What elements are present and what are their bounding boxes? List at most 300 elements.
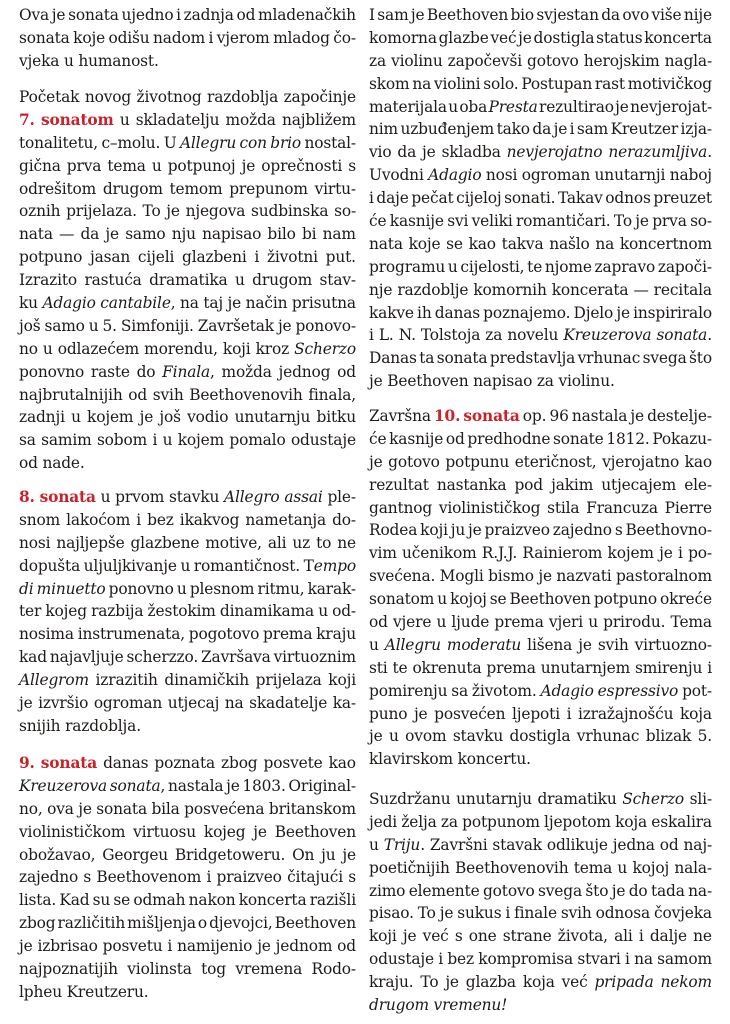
- text-line: [19, 109, 356, 132]
- text-run: s: [348, 156, 356, 175]
- text-run: nala-: [674, 858, 712, 877]
- word: [217, 27, 270, 50]
- text-run: i: [208, 28, 214, 47]
- text-run: djevojci,: [209, 914, 273, 933]
- text-line: [19, 623, 356, 646]
- word: [440, 902, 454, 925]
- word: [482, 542, 517, 565]
- text-run: nje: [369, 280, 393, 299]
- word: [175, 844, 285, 867]
- text-run: zajedno: [19, 868, 79, 887]
- text-run: inspiriralo: [633, 303, 712, 322]
- text-run: započinje: [283, 88, 356, 106]
- text-run: koncertnom: [619, 234, 712, 253]
- text-run: od: [236, 6, 256, 24]
- text-line: [19, 844, 356, 867]
- word: [688, 880, 712, 903]
- word: [258, 4, 356, 27]
- word: [516, 210, 611, 233]
- text-run: nam: [322, 225, 356, 244]
- text-run: snijih: [19, 716, 61, 735]
- text-run: c–molu.: [101, 133, 161, 152]
- text-run: elemente: [408, 881, 480, 900]
- text-run: 1812.: [606, 429, 650, 448]
- word: [439, 497, 541, 520]
- text-run: Beethoven: [274, 822, 356, 841]
- text-run: novog: [84, 88, 132, 106]
- word: [635, 657, 702, 680]
- word: [78, 798, 92, 821]
- text-line: [19, 292, 356, 315]
- word: [633, 279, 648, 302]
- word: [539, 96, 614, 119]
- text-run: s: [454, 927, 463, 946]
- text-run: koji: [420, 521, 448, 540]
- text-run: bez: [147, 510, 174, 529]
- text-run: unutarnji: [594, 166, 666, 185]
- text-run: nadom: [153, 28, 206, 47]
- word: [19, 912, 55, 935]
- word: [399, 324, 416, 347]
- word: [206, 866, 211, 889]
- text-run: prisutna: [291, 294, 356, 313]
- text-run: njegova: [185, 202, 246, 221]
- word: [369, 73, 409, 96]
- word: [201, 958, 226, 981]
- word: [308, 384, 356, 407]
- italic-term: Allegrom: [19, 671, 89, 690]
- text-run: Završava: [201, 648, 271, 667]
- text-run: sonati.: [504, 189, 556, 208]
- text-line: [19, 429, 356, 452]
- text-run: bila: [151, 799, 180, 818]
- text-run: napisao: [202, 225, 262, 244]
- text-line: [19, 646, 356, 669]
- word: [502, 233, 544, 256]
- text-run: temom: [169, 179, 223, 198]
- word: [544, 811, 611, 834]
- text-line: [19, 600, 356, 623]
- word: [19, 361, 84, 384]
- text-run: kad: [19, 648, 47, 667]
- word: [488, 565, 534, 588]
- text-line: [369, 256, 712, 279]
- word: [257, 935, 271, 958]
- text-line: [369, 657, 712, 680]
- word: [615, 811, 647, 834]
- text-run: kao: [468, 234, 496, 253]
- text-run: karak-: [307, 579, 356, 598]
- word: [574, 857, 612, 880]
- word: [19, 798, 43, 821]
- text-run: ju: [450, 521, 466, 540]
- word: [439, 27, 489, 50]
- word: [447, 210, 468, 233]
- sonata-highlight: 9.: [19, 754, 35, 772]
- text-run: samom: [657, 950, 712, 969]
- word: [551, 474, 593, 497]
- text-run: one: [468, 927, 497, 946]
- text-run: praizveo: [216, 868, 282, 887]
- text-line: [369, 302, 712, 325]
- text-run: za: [485, 326, 503, 345]
- text-run: plesnom: [189, 579, 255, 598]
- word: [369, 703, 407, 726]
- left-paragraph-2: [19, 86, 356, 475]
- text-run: no,: [19, 799, 43, 818]
- text-run: veliki: [471, 212, 513, 231]
- word: [483, 302, 570, 325]
- word: [113, 889, 130, 912]
- text-run: nade.: [42, 454, 85, 473]
- word: [397, 279, 468, 302]
- text-run: Rainierom: [522, 544, 603, 563]
- word: [369, 588, 434, 611]
- text-run: na-: [688, 881, 712, 900]
- text-run: bio: [510, 6, 535, 24]
- text-run: zimo: [369, 881, 406, 900]
- text-run: je: [659, 544, 673, 563]
- text-run: prepunom: [229, 179, 308, 198]
- text-run: Rodea: [369, 521, 418, 540]
- word: [601, 4, 620, 27]
- text-run: rastuća: [84, 271, 142, 290]
- word: [180, 555, 190, 578]
- text-line: [19, 27, 356, 50]
- text-run: dramatiku: [537, 790, 617, 808]
- text-run: na: [180, 294, 199, 313]
- word: [369, 680, 447, 703]
- text-run: skadatelje: [249, 694, 328, 713]
- word: [411, 187, 453, 210]
- word: [442, 141, 501, 164]
- word: [518, 27, 532, 50]
- text-run: preuzet: [653, 189, 712, 208]
- word: [19, 452, 38, 475]
- word: [312, 958, 356, 981]
- text-run: i: [638, 927, 644, 946]
- word: [342, 844, 356, 867]
- word: [68, 4, 119, 27]
- word: [103, 935, 163, 958]
- text-run: odustaje: [290, 431, 356, 450]
- word: [19, 646, 47, 669]
- text-line: [369, 164, 712, 187]
- text-run: dramatika: [149, 271, 228, 290]
- word: [510, 4, 534, 27]
- text-run: na: [595, 234, 615, 253]
- word: [267, 246, 318, 269]
- word: [256, 338, 289, 361]
- word: [315, 178, 356, 201]
- text-run: izrazitih: [95, 671, 158, 690]
- text-line: [369, 474, 712, 497]
- text-run: i: [569, 120, 575, 139]
- text-run: potpunoj: [167, 156, 236, 175]
- right-paragraph-3: [369, 788, 712, 1017]
- text-run: jedi: [369, 812, 398, 831]
- word: [159, 406, 181, 429]
- word: [596, 27, 642, 50]
- word: [19, 132, 98, 155]
- text-run: violinsta: [127, 960, 192, 979]
- text-run: samim: [41, 431, 92, 450]
- italic-term: cantabile: [100, 294, 171, 313]
- word: [126, 646, 198, 669]
- word: [42, 292, 95, 315]
- word: [379, 324, 394, 347]
- word: [572, 405, 627, 428]
- word: [275, 912, 356, 935]
- word: [369, 748, 453, 771]
- text-run: u: [369, 635, 379, 654]
- word: [388, 451, 440, 474]
- text-line: [369, 703, 712, 726]
- text-run: romantičari.: [515, 212, 611, 231]
- text-run: našlo: [549, 234, 590, 253]
- text-run: kojoj: [450, 590, 487, 609]
- text-run: od: [659, 835, 679, 854]
- word: [617, 857, 627, 880]
- word: [684, 474, 712, 497]
- text-run: ih: [417, 303, 432, 322]
- word: [522, 164, 590, 187]
- text-run: je: [402, 927, 417, 946]
- sonata-highlight: sonata: [463, 407, 520, 425]
- word: [217, 866, 282, 889]
- word: [466, 971, 516, 994]
- word: [435, 302, 480, 325]
- word: [448, 256, 458, 279]
- text-run: svega: [642, 349, 687, 368]
- word: [108, 27, 149, 50]
- text-run: od: [337, 937, 356, 956]
- text-run: i: [678, 544, 683, 563]
- word: [503, 925, 552, 948]
- word: [485, 324, 502, 347]
- text-run: bi: [301, 225, 317, 244]
- text-run: Beethoven: [426, 6, 509, 24]
- text-run: sli-: [689, 790, 712, 808]
- word: [115, 486, 164, 509]
- text-run: kojeg: [45, 602, 87, 621]
- text-run: ali: [614, 927, 633, 946]
- italic-term: assai: [284, 488, 323, 506]
- text-run: je: [439, 904, 454, 923]
- text-run: je: [630, 407, 644, 425]
- word: [19, 223, 53, 246]
- word: [547, 834, 608, 857]
- text-run: puno: [369, 704, 408, 723]
- word: [682, 680, 712, 703]
- text-run: eskalira: [651, 812, 712, 831]
- text-run: Izrazito: [19, 271, 78, 290]
- word: [521, 73, 592, 96]
- word: [438, 948, 443, 971]
- word: [451, 680, 468, 703]
- word: [387, 370, 468, 393]
- text-run: sonatom: [369, 590, 435, 609]
- word: [237, 4, 256, 27]
- word: [169, 178, 222, 201]
- text-run: mladog: [273, 28, 330, 47]
- word: [369, 657, 388, 680]
- word: [522, 542, 602, 565]
- text-run: i: [566, 704, 572, 723]
- word: [66, 200, 137, 223]
- word: [56, 532, 124, 555]
- word: [94, 692, 162, 715]
- text-run: ,: [170, 294, 176, 313]
- text-run: drugom: [252, 271, 313, 290]
- word: [187, 406, 228, 429]
- word: [143, 200, 161, 223]
- word: [110, 775, 165, 798]
- text-run: od: [445, 429, 465, 448]
- word: [417, 302, 432, 325]
- text-run: svi: [447, 212, 469, 231]
- italic-term: Allegru: [384, 635, 441, 654]
- word: [19, 981, 62, 1004]
- italic-term: minuetto: [36, 579, 106, 598]
- word: [40, 486, 96, 509]
- text-run: ogroman: [93, 694, 163, 713]
- text-run: sonata: [436, 349, 488, 368]
- text-run: i: [505, 904, 511, 923]
- text-line: [19, 452, 356, 475]
- text-run: finale: [514, 904, 557, 923]
- word: [133, 821, 196, 844]
- text-run: se: [446, 234, 463, 253]
- word: [19, 935, 33, 958]
- text-line: [19, 178, 356, 201]
- word: [369, 141, 391, 164]
- text-line: [19, 555, 356, 578]
- text-run: violinu.: [558, 372, 615, 391]
- text-run: dinamikama: [219, 602, 315, 621]
- text-run: status: [596, 28, 643, 47]
- text-run: ovom: [405, 727, 447, 746]
- word: [93, 889, 111, 912]
- text-run: i: [369, 326, 374, 345]
- text-run: do: [628, 881, 648, 900]
- text-run: virtuozno-: [634, 635, 712, 654]
- word: [198, 912, 207, 935]
- text-line: [19, 406, 356, 429]
- word: [437, 474, 507, 497]
- text-run: na: [634, 950, 653, 969]
- text-run: naj-: [683, 835, 712, 854]
- word: [333, 27, 356, 50]
- word: [278, 315, 292, 338]
- text-run: ju: [321, 845, 336, 864]
- word: [242, 775, 285, 798]
- text-run: kao: [328, 754, 356, 772]
- right-paragraph-2: [369, 405, 712, 771]
- word: [59, 223, 74, 246]
- word: [585, 880, 608, 903]
- text-run: koji: [369, 927, 397, 946]
- text-run: je: [19, 937, 33, 956]
- word: [268, 532, 287, 555]
- word: [162, 361, 215, 384]
- italic-term: sonata: [109, 776, 161, 795]
- word: [602, 451, 679, 474]
- text-run: ele-: [684, 475, 712, 494]
- text-run: prijelaza: [255, 671, 322, 690]
- text-run: sudbinska: [250, 202, 329, 221]
- text-line: [19, 889, 356, 912]
- text-run: komornih: [473, 280, 547, 299]
- text-run: su: [92, 891, 111, 910]
- word: [207, 86, 278, 109]
- text-run: materijala: [369, 97, 447, 116]
- text-run: nastala: [571, 407, 628, 425]
- text-run: glazbe: [438, 28, 489, 47]
- text-run: vremena: [235, 960, 303, 979]
- word: [588, 611, 598, 634]
- word: [646, 725, 691, 748]
- text-run: je: [413, 704, 428, 723]
- text-run: 96: [549, 407, 569, 425]
- word: [144, 338, 218, 361]
- text-run: N.: [398, 326, 416, 345]
- sonata-highlight: sonatom: [40, 110, 114, 129]
- word: [409, 880, 480, 903]
- text-run: komorna: [369, 28, 437, 47]
- text-run: posvete: [263, 754, 323, 772]
- word: [19, 509, 60, 532]
- text-run: Danas: [369, 349, 417, 368]
- word: [369, 834, 379, 857]
- word: [391, 50, 443, 73]
- text-line: [369, 925, 712, 948]
- text-run: nazvati: [556, 567, 612, 586]
- text-line: [369, 233, 712, 256]
- word: [190, 578, 255, 601]
- text-line: [19, 981, 356, 1004]
- word: [608, 141, 712, 164]
- italic-term: Allegru: [179, 133, 237, 152]
- text-line: [19, 715, 356, 738]
- word: [292, 292, 356, 315]
- text-run: je: [578, 635, 592, 654]
- text-run: ku: [19, 294, 38, 313]
- word: [239, 132, 266, 155]
- word: [586, 497, 658, 520]
- text-run: koncertu.: [457, 750, 531, 769]
- word: [78, 50, 158, 73]
- text-run: koje: [73, 28, 106, 47]
- word: [369, 428, 386, 451]
- text-run: samo: [44, 316, 85, 335]
- text-run: Završna: [369, 407, 431, 425]
- word: [440, 565, 484, 588]
- text-run: životni: [266, 248, 318, 267]
- text-run: jednog: [278, 362, 331, 381]
- word: [224, 486, 280, 509]
- text-run: ulјuljkivanje: [83, 556, 177, 575]
- word: [595, 233, 614, 256]
- text-run: Beethoven: [509, 590, 591, 609]
- word: [239, 889, 307, 912]
- word: [52, 4, 66, 27]
- text-run: da: [80, 225, 100, 244]
- text-run: bez: [447, 950, 474, 969]
- word: [455, 857, 568, 880]
- word: [369, 857, 450, 880]
- text-line: [369, 834, 712, 857]
